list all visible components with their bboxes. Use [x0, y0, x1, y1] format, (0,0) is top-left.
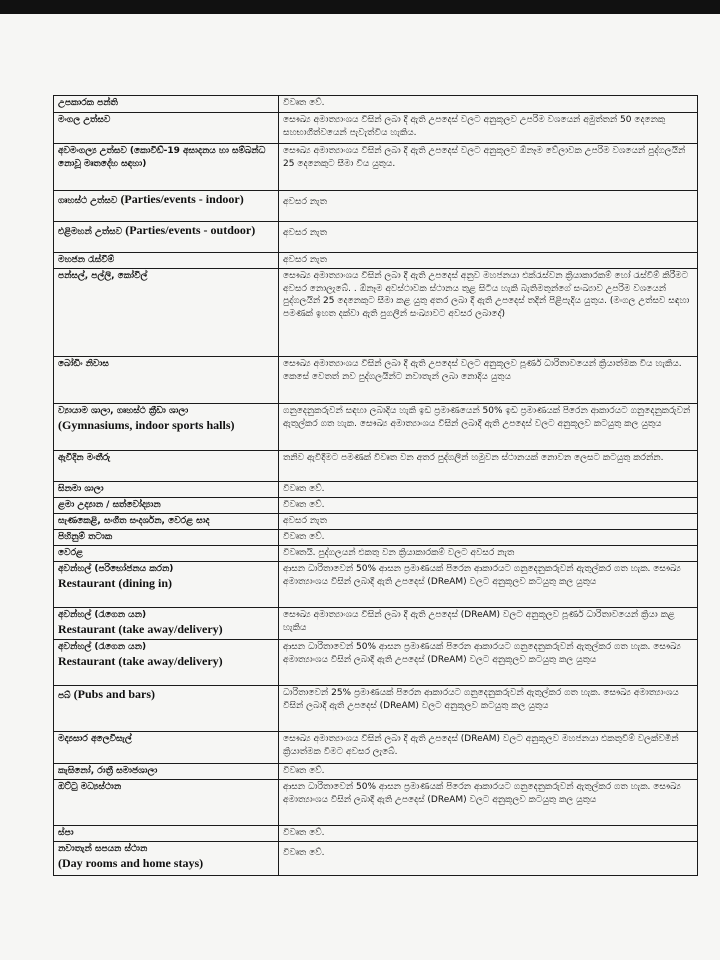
table-row — [54, 451, 698, 482]
category-cell: ඇවිදින මංතීරු — [54, 451, 279, 482]
category-cell: ඔට්ටු මධ්‍යස්ථාන — [54, 780, 279, 826]
category-cell: අවන්හල් (රැගෙන යන) Restaurant (take away/delivery) — [54, 608, 279, 640]
table-row — [54, 546, 698, 562]
category-cell: සැණකෙළි, සංගීත සංදර්ශන, වෙරළ සාද — [54, 514, 279, 530]
table-row — [54, 514, 698, 530]
category-cell: අවන්හල් (රැගෙන යන) Restaurant (take away/delivery) — [54, 640, 279, 686]
status-cell: අවසර නැත — [279, 222, 698, 253]
table-row — [54, 686, 698, 732]
regulations-table — [53, 95, 698, 876]
table-row — [54, 269, 698, 357]
status-cell: ආසන ධාරිතාවෙන් 50% ආසන ප්‍රමාණයක් පිරෙන ආකාරයට ගනුදෙනුකරුවන් ඇතුල්කර ගත හැක. සෞඛ්‍ය අමාත්‍යාංශය විසින් ලබාදී ඇති උපදෙස් (DReAM) වලට අනුකූලව කටයුතු කල යුතුය — [279, 780, 698, 826]
status-cell: සෞඛ්‍ය අමාත්‍යාංශය විසින් ලබා දී ඇති උපදෙස් අනුව මහජනයා එක්රැස්වන ක්‍රියාකාරකම් හෝ රැස්වීම් කිරීමට අවසර නොලැබේ. . ඕනෑම අවස්ථාවක ස්ථානය තුළ සිටිය හැකි බැතිමතුන්ගේ සංඛ්‍යාව උපරිම වශයෙන් පුද්ගලයින් 25 දෙනෙකුට සීමා කළ යුතු අතර ලබා දී ඇති උපදෙස් තදින් පිළිපැදිය යුතුය. (මංගල උත්සව සඳහා පමණක් ඉහත දක්වා ඇති පුගලින් සංඛ්‍යාවට අවසර ලබාදේ) — [279, 269, 698, 357]
status-cell: තනිව ඇවිදීමට පමණක් විවෘත වන අතර පුද්ගලින් හමුවන ස්ථානයක් නොවන ලෙසට කටයුතු කරන්න. — [279, 451, 698, 482]
category-cell: නවාතැන් සපයන ස්ථාන (Day rooms and home stays) — [54, 842, 279, 876]
table-row — [54, 826, 698, 842]
category-cell: මහජන රැස්වීම් — [54, 253, 279, 269]
category-cell: පිහිනුම් තටාක — [54, 530, 279, 546]
category-cell: ගෘහස්ථ උත්සව (Parties/events - indoor) — [54, 191, 279, 222]
table-row — [54, 144, 698, 191]
status-cell: සෞඛ්‍ය අමාත්‍යාංශය විසින් ලබා දී ඇති උපදෙස් වලට අනුකූලව උපරිම වශයෙන් අමුත්තන් 50 දෙනෙකු සහභාගීත්වයෙන් පැවැත්විය හැකිය. — [279, 113, 698, 144]
status-cell: අවසර නැත — [279, 253, 698, 269]
status-cell: ආසන ධාරිතාවෙන් 50% ආසන ප්‍රමාණයක් පිරෙන ආකාරයට ගනුදෙනුකරුවන් ඇතුල්කර ගත හැක. සෞඛ්‍ය අමාත්‍යාංශය විසින් ලබාදී ඇති උපදෙස් (DReAM) වලට අනුකූලව කටයුතු කල යුතුය — [279, 562, 698, 608]
table-row — [54, 96, 698, 113]
category-cell: වෙරළ — [54, 546, 279, 562]
category-cell: අවන්හල් (පරිභෝජනය කරන) Restaurant (dining in) — [54, 562, 279, 608]
status-cell: විවෘත වේ. — [279, 826, 698, 842]
category-cell: ස්පා — [54, 826, 279, 842]
category-cell: පන්සල්, පල්ලි, කෝවිල් — [54, 269, 279, 357]
table-row — [54, 640, 698, 686]
status-cell: සෞඛ්‍ය අමාත්‍යාංශය විසින් ලබා දී ඇති උපදෙස් වලට අනුකූලව ඕනෑම වේලාවක උපරිම වශයෙන් පුද්ගලයින් 25 දෙනෙකුට සීමා විය යුතුය. — [279, 144, 698, 191]
table-row — [54, 498, 698, 514]
top-bar — [0, 0, 720, 14]
table-row — [54, 253, 698, 269]
status-cell: අවසර නැත — [279, 514, 698, 530]
status-cell: සෞඛ්‍ය අමාත්‍යාංශය විසින් ලබා දී ඇති උපදෙස් වලට අනුකූලව පූර්ණ ධාරිතාවයෙන් ක්‍රියාත්මක විය හැකිය. කෙසේ වෙතත් නව පුද්ගලයින්ට නවාතැන් ලබා නොදිය යුතුය — [279, 357, 698, 404]
status-cell: විවෘත වේ. — [279, 96, 698, 113]
table-row — [54, 113, 698, 144]
category-cell: ළමා උද්‍යාන / සත්වෝද්‍යාන — [54, 498, 279, 514]
table-row — [54, 842, 698, 876]
table-row — [54, 482, 698, 498]
status-cell: විවෘත වේ. — [279, 482, 698, 498]
status-cell: විවෘත වේ. — [279, 764, 698, 780]
table-row — [54, 191, 698, 222]
category-cell: බෝඩිං නිවාස — [54, 357, 279, 404]
table-row — [54, 732, 698, 764]
table-row — [54, 764, 698, 780]
category-cell: ව්‍යායාම ශාලා, ගෘහස්ථ ක්‍රීඩා ශාලා (Gymnasiums, indoor sports halls) — [54, 404, 279, 451]
status-cell: සෞඛ්‍ය අමාත්‍යාංශය විසින් ලබා දී ඇති උපදෙස් (DReAM) වලට අනුකූලව පූර්ණ ධාරිතාවයෙන් ක්‍රියා කළ හැකිය — [279, 608, 698, 640]
status-cell: අවසර නැත — [279, 191, 698, 222]
category-cell: මංගල උත්සව — [54, 113, 279, 144]
category-cell: උපකාරක පන්ති — [54, 96, 279, 113]
table-row — [54, 608, 698, 640]
table-row — [54, 562, 698, 608]
table-row — [54, 530, 698, 546]
status-cell: ආසන ධාරිතාවෙන් 50% ආසන ප්‍රමාණයක් පිරෙන ආකාරයට ගනුදෙනුකරුවන් ඇතුල්කර ගත හැක. සෞඛ්‍ය අමාත්‍යාංශය විසින් ලබාදී ඇති උපදෙස් (DReAM) වලට අනුකූලව කටයුතු කල යුතුය — [279, 640, 698, 686]
table-row — [54, 357, 698, 404]
category-cell: අවමංගල්‍ය උත්සව (කොවිඩ්-19 අසාදනය හා සම්බන්ධ නොවූ මෘතදේහ සඳහා) — [54, 144, 279, 191]
table-row — [54, 780, 698, 826]
category-cell: කැසිනෝ, රාත්‍රී සමාජශාලා — [54, 764, 279, 780]
status-cell: සෞඛ්‍ය අමාත්‍යාංශය විසින් ලබා දී ඇති උපදෙස් (DReAM) වලට අනුකූලව මහජනයා එකතුවීම් වලක්වමින් ක්‍රියාත්මක වීමට අවසර ලැබේ. — [279, 732, 698, 764]
status-cell: විවෘත වේ. — [279, 530, 698, 546]
status-cell: විවෘත වේ. — [279, 842, 698, 876]
category-cell: එළිමහන් උත්සව (Parties/events - outdoor) — [54, 222, 279, 253]
table-row — [54, 404, 698, 451]
table-row — [54, 222, 698, 253]
status-cell: විවෘතයි. පුද්ගලයන් එකතු වන ක්‍රියාකාරකම් වලට අවසර නැත — [279, 546, 698, 562]
status-cell: ගනුදෙනුකරුවන් සඳහා ලබාදිය හැකි ඉඩ ප්‍රමාණයෙන් 50% ඉඩ ප්‍රමාණයක් පිරෙන ආකාරයට ගනුදෙනුකරුවන් ඇතුල්කර ගත හැක. සෞඛ්‍ය අමාත්‍යාංශය විසින් ලබාදී ඇති උපදෙස් වලට අනුකූලව කටයුතු කල යුතුය — [279, 404, 698, 451]
status-cell: ධාරිතාවෙන් 25% ප්‍රමාණයක් පිරෙන ආකාරයට ගනුදෙනුකරුවන් ඇතුල්කර ගත හැක. සෞඛ්‍ය අමාත්‍යාංශය විසින් ලබාදී ඇති උපදෙස් (DReAM) වලට අනුකූලව කටයුතු කල යුතුය — [279, 686, 698, 732]
category-cell: පබ් (Pubs and bars) — [54, 686, 279, 732]
category-cell: සිනමා ශාලා — [54, 482, 279, 498]
status-cell: විවෘත වේ. — [279, 498, 698, 514]
category-cell: මද්‍යසාර අලෙවිසැල් — [54, 732, 279, 764]
